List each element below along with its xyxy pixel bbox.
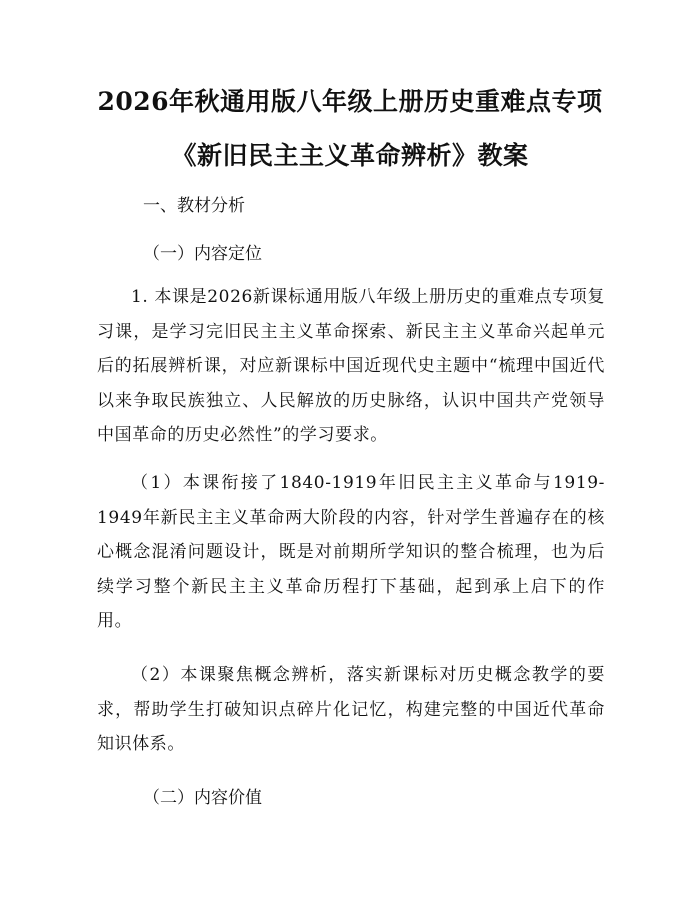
document-title-line-1: 2026年秋通用版八年级上册历史重难点专项 [97, 87, 603, 116]
subsection-heading-content-value: （二）内容价值 [143, 788, 262, 808]
subsection-heading-content-positioning: （一）内容定位 [143, 244, 262, 264]
paragraph-course-positioning: 1. 本课是2026新课标通用版八年级上册历史的重难点专项复习课，是学习完旧民主主义革命探索、新民主主义革命兴起单元后的拓展辨析课，对应新课标中国近现代史主题中“梳理中国近代以来争取民族独立、人民解放的历史脉络，认识中国共产党领导中国革命的历史必然性”的学习要求。 [97, 287, 605, 445]
paragraph-point-1: （1）本课衔接了1840-1919年旧民主主义革命与1919-1949年新民主主义革命两大阶段的内容，针对学生普遍存在的核心概念混淆问题设计，既是对前期所学知识的整合梳理，也为后续学习整个新民主主义革命历程打下基础，起到承上启下的作用。 [97, 473, 605, 631]
section-heading-textbook-analysis: 一、教材分析 [143, 196, 245, 216]
paragraph-point-2: （2）本课聚焦概念辨析，落实新课标对历史概念教学的要求，帮助学生打破知识点碎片化记忆，构建完整的中国近代革命知识体系。 [97, 665, 605, 754]
document-title-line-2: 《新旧民主主义革命辨析》教案 [171, 141, 529, 170]
